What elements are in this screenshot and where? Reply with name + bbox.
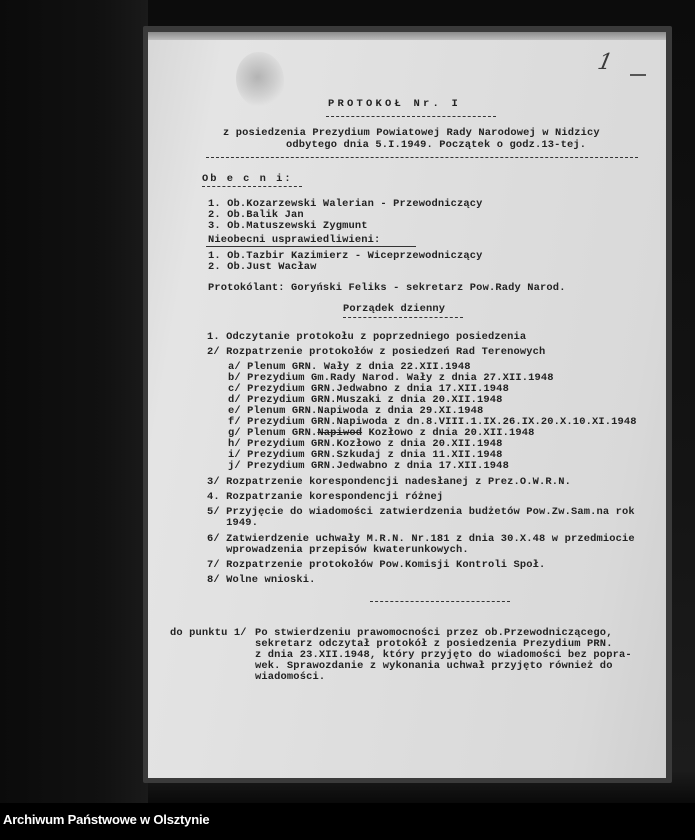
pencil-mark	[630, 74, 646, 76]
archive-caption: Archiwum Państwowe w Olsztynie	[3, 812, 210, 827]
absent-member-1: 1. Ob.Tazbir Kazimierz - Wiceprzewodniczący	[208, 250, 483, 262]
agenda-item-3: 3/ Rozpatrzenie korespondencji nadesłanej z Prez.O.W.R.N.	[207, 476, 571, 488]
present-heading: Ob e c n i:	[202, 173, 293, 185]
agenda-sub-item-j: j/ Prezydium GRN.Jedwabno z dnia 17.XII.1948	[228, 460, 509, 472]
title-underline	[326, 116, 496, 117]
recorder-line: Protokólant: Goryński Feliks - sekretarz Pow.Rady Narod.	[208, 282, 566, 294]
agenda-item-2: 2/ Rozpatrzenie protokołów z posiedzeń Rad Terenowych	[207, 346, 546, 358]
agenda-sub-item-e: e/ Plenum GRN.Napiwoda z dnia 29.XI.1948	[228, 405, 484, 417]
present-member-2: 2. Ob.Balik Jan	[208, 209, 304, 221]
agenda-item-8: 8/ Wolne wnioski.	[207, 574, 316, 586]
agenda-heading: Porządek dzienny	[343, 303, 446, 315]
agenda-item-1: 1. Odczytanie protokołu z poprzedniego posiedzenia	[207, 331, 527, 343]
agenda-sub-item-h: h/ Prezydium GRN.Kozłowo z dnia 20.XII.1948	[228, 438, 503, 450]
agenda-heading-underline	[343, 317, 463, 318]
scan-left-margin	[0, 0, 148, 803]
present-member-3: 3. Ob.Matuszewski Zygmunt	[208, 220, 368, 232]
document-page	[148, 32, 666, 778]
absent-heading: Nieobecni usprawiedliwieni:	[208, 234, 381, 246]
agenda-sub-item-i: i/ Prezydium GRN.Szkudaj z dnia 11.XII.1948	[228, 449, 503, 461]
agenda-item-6: 6/ Zatwierdzenie uchwały M.R.N. Nr.181 z dnia 30.X.48 w przedmiocie	[207, 533, 635, 545]
agenda-item-5: 5/ Przyjęcie do wiadomości zatwierdzenia budżetów Pow.Zw.Sam.na rok	[207, 506, 635, 518]
agenda-item-5-cont: 1949.	[207, 517, 259, 529]
agenda-item-6-cont: wprowadzenia przepisów kwaterunkowych.	[207, 544, 469, 556]
absent-heading-underline	[206, 246, 416, 247]
agenda-sub-item-a: a/ Plenum GRN. Wały z dnia 22.XII.1948	[228, 361, 471, 373]
handwritten-page-number: 1	[595, 50, 615, 75]
present-member-1: 1. Ob.Kozarzewski Walerian - Przewodniczący	[208, 198, 483, 210]
header-divider	[206, 157, 638, 158]
stain-mark	[236, 52, 284, 108]
subtitle-line-2: odbytego dnia 5.I.1949. Początek o godz.13-tej.	[286, 139, 587, 151]
struck-text: Napiwod	[317, 427, 363, 439]
agenda-item-4: 4. Rozpatrzanie korespondencji różnej	[207, 491, 444, 503]
agenda-sub-item-d: d/ Prezydium GRN.Muszaki z dnia 20.XII.1948	[228, 394, 503, 406]
present-heading-underline	[202, 186, 302, 187]
agenda-sub-item-g-prefix: g/ Plenum GRN.	[228, 427, 318, 439]
agenda-sub-item-g-rest: Kozłowo z dnia 20.XII.1948	[362, 427, 535, 439]
agenda-sub-item-c: c/ Prezydium GRN.Jedwabno z dnia 17.XII.1948	[228, 383, 509, 395]
absent-member-2: 2. Ob.Just Wacław	[208, 261, 317, 273]
point-1-label: do punktu 1/	[170, 627, 247, 639]
point-1-line-5: wiadomości.	[255, 671, 326, 683]
point-1-line-1: Po stwierdzeniu prawomocności przez ob.Przewodniczącego,	[255, 627, 613, 639]
agenda-sub-item-f: f/ Prezydium GRN.Napiwoda z dn.8.VIII.1.IX.26.IX.20.X.10.XI.1948	[228, 416, 637, 428]
point-1-line-3: z dnia 23.XII.1948, który przyjęto do wiadomości bez popra-	[255, 649, 632, 661]
document-title: PROTOKOŁ Nr. I	[328, 98, 462, 110]
agenda-end-divider	[370, 601, 510, 602]
agenda-item-7: 7/ Rozpatrzenie protokołów Pow.Komisji Kontroli Społ.	[207, 559, 546, 571]
agenda-sub-item-b: b/ Prezydium Gm.Rady Narod. Wały z dnia 27.XII.1948	[228, 372, 554, 384]
subtitle-line-1: z posiedzenia Prezydium Powiatowej Rady Narodowej w Nidzicy	[223, 127, 600, 139]
point-1-line-2: sekretarz odczytał protokół z posiedzenia Prezydium PRN.	[255, 638, 613, 650]
point-1-line-4: wek. Sprawozdanie z wykonania uchwał przyjęto również do	[255, 660, 613, 672]
